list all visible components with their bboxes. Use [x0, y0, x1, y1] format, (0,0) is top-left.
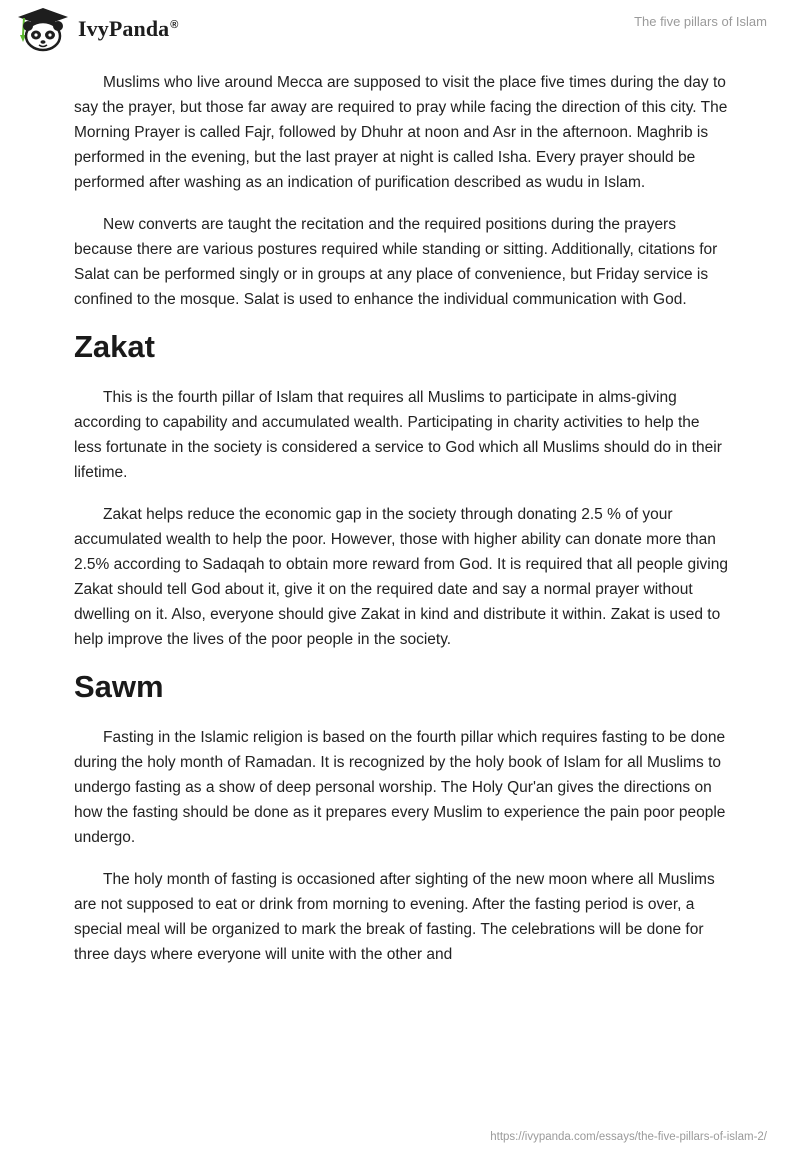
section-heading-zakat: Zakat [74, 329, 155, 364]
paragraph: New converts are taught the recitation and the required positions during the prayers because there are various postures required while standing or sitting. Additionally, citations for Salat can be performed singly or in groups at any place of convenience, but Friday service is confined to the mosque. Salat is used to enhance the individual communication with God. [74, 216, 718, 308]
paragraph: Fasting in the Islamic religion is based on the fourth pillar which requires fasting to be done during the holy month of Ramadan. It is recognized by the holy book of Islam for all Muslims to undergo fasting as a show of deep personal worship. The Holy Qur'an gives the directions on how the fasting should be done as it prepares every Muslim to experience the pain poor people undergo. [74, 729, 726, 846]
page-header [0, 0, 800, 62]
paragraph: Zakat helps reduce the economic gap in the society through donating 2.5 % of your accumulated wealth to help the poor. However, those with higher ability can donate more than 2.5% according to Sadaqah to obtain more reward from God. It is required that all people giving Zakat should tell God about it, give it on the required date and say a normal prayer without dwelling on it. Also, everyone should give Zakat in kind and distribute it within. Zakat is used to help improve the lives of the poor people in the society. [74, 506, 728, 648]
paragraph: The holy month of fasting is occasioned after sighting of the new moon where all Muslims are not supposed to eat or drink from morning to evening. After the fasting period is over, a special meal will be organized to mark the break of fasting. The celebrations will be done for three days where everyone will unite with the other and [74, 871, 715, 963]
panda-mascot-icon [14, 6, 72, 52]
ivypanda-logo[interactable] [14, 6, 179, 52]
document-title: The five pillars of Islam [634, 14, 767, 29]
essay-content [74, 70, 730, 984]
paragraph: This is the fourth pillar of Islam that requires all Muslims to participate in alms-giving according to capability and accumulated wealth. Participating in charity activities to help the less fortunate in the society is considered a service to God which all Muslims should do in their lifetime. [74, 389, 722, 481]
paragraph: Muslims who live around Mecca are supposed to visit the place five times during the day to say the prayer, but those far away are required to pray while facing the direction of this city. The Morning Prayer is called Fajr, followed by Dhuhr at noon and Asr in the afternoon. Maghrib is performed in the evening, but the last prayer at night is called Isha. Every prayer should be performed after washing as an indication of purification described as wudu in Islam. [74, 74, 728, 191]
section-heading-sawm: Sawm [74, 669, 164, 704]
logo-wordmark: IvyPanda® [78, 16, 179, 41]
source-url-link[interactable]: https://ivypanda.com/essays/the-five-pillars-of-islam-2/ [490, 1131, 767, 1143]
